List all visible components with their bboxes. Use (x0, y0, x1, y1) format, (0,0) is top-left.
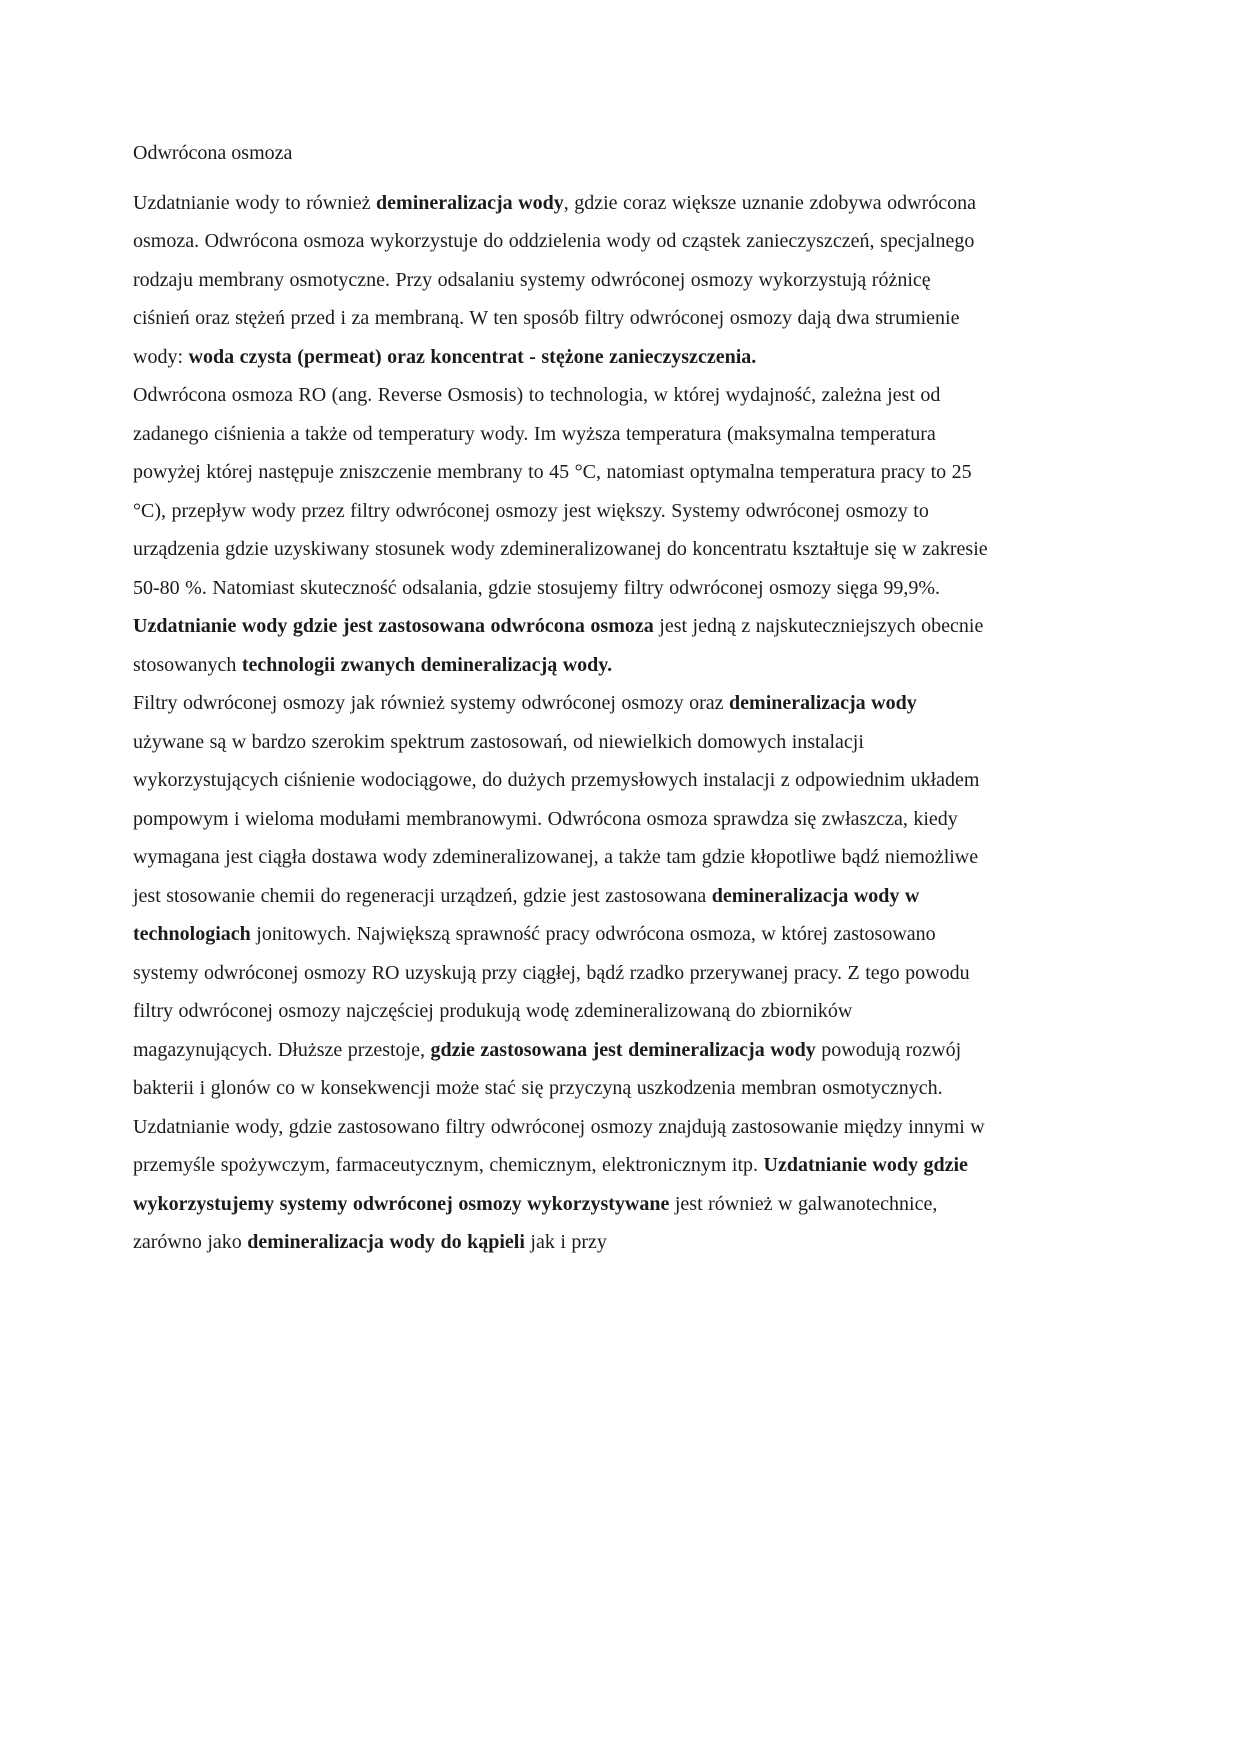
body-text: jest również w galwanotechnice, zarówno jako (133, 1192, 938, 1253)
body-text: używane są w bardzo szerokim spektrum zastosowań, od niewielkich domowych instalacji wykorzystujących ciśnienie wodociągowe, do dużych przemysłowych instalacji z odpowiednim układem pompowym i wieloma modułami membranowymi. Odwrócona osmoza sprawdza się zwłaszcza, kiedy wymagana jest ciągła dostawa wody zdemineralizowanej, a także tam gdzie kłopotliwe bądź niemożliwe jest stosowanie chemii do regeneracji urządzeń, gdzie jest zastosowana (133, 730, 980, 907)
body-text: Uzdatnianie wody to również (133, 191, 377, 214)
body-text: powodują rozwój bakterii i glonów co w konsekwencji może stać się przyczyną uszkodzenia membran osmotycznych. (133, 1038, 962, 1099)
paragraph (133, 1108, 988, 1262)
emphasized-text: demineralizacja wody w technologiach (133, 884, 920, 945)
emphasized-text: demineralizacja wody (729, 692, 917, 714)
body-text: jak i przy (524, 1231, 607, 1253)
emphasized-text: woda czysta (permeat) oraz koncentrat - stężone zanieczyszczenia. (188, 345, 757, 368)
paragraph (133, 684, 988, 1108)
emphasized-text: Uzdatnianie wody gdzie jest zastosowana odwrócona osmoza (133, 615, 654, 637)
emphasized-text: technologii zwanych demineralizacją wody. (241, 653, 613, 676)
body-text: , gdzie coraz większe uznanie zdobywa odwrócona osmoza. Odwrócona osmoza wykorzystuje do oddzielenia wody od cząstek zanieczyszczeń, specjalnego rodzaju membrany osmotyczne. Przy odsalaniu systemy odwróconej osmozy wykorzystują różnicę ciśnień oraz stężeń przed i za membraną. W ten sposób filtry odwróconej osmozy dają dwa strumienie wody: (133, 191, 976, 368)
emphasized-text: gdzie zastosowana jest demineralizacja wody (430, 1038, 816, 1061)
body-text: jest jedną z najskuteczniejszych obecnie stosowanych (133, 615, 984, 676)
body-text: Filtry odwróconej osmozy jak również systemy odwróconej osmozy oraz (133, 692, 730, 714)
paragraph (133, 376, 988, 684)
paragraph (133, 184, 988, 377)
document-body (133, 184, 988, 1262)
emphasized-text: demineralizacja wody do kąpieli (247, 1231, 525, 1253)
document-title: Odwrócona osmoza (133, 142, 293, 164)
emphasized-text: demineralizacja wody (376, 191, 564, 214)
body-text: jonitowych. Największą sprawność pracy odwrócona osmoza, w której zastosowano systemy odwróconej osmozy RO uzyskują przy ciągłej, bądź rzadko przerywanej pracy. Z tego powodu filtry odwróconej osmozy najczęściej produkują wodę zdemineralizowaną do zbiorników magazynujących. Dłuższe przestoje, (133, 923, 970, 1061)
body-text: Odwrócona osmoza RO (ang. Reverse Osmosis) to technologia, w której wydajność, zależna jest od zadanego ciśnienia a także od temperatury wody. Im wyższa temperatura (maksymalna temperatura powyżej której następuje zniszczenie membrany to 45 °C, natomiast optymalna temperatura pracy to 25 °C), przepływ wody przez filtry odwróconej osmozy jest większy. Systemy odwróconej osmozy to urządzenia gdzie uzyskiwany stosunek wody zdemineralizowanej do koncentratu kształtuje się w zakresie 50-80 %. Natomiast skuteczność odsalania, gdzie stosujemy filtry odwróconej osmozy sięga 99,9%. (133, 384, 988, 599)
body-text: Uzdatnianie wody, gdzie zastosowano filtry odwróconej osmozy znajdują zastosowanie między innymi w przemyśle spożywczym, farmaceutycznym, chemicznym, elektronicznym itp. (133, 1115, 985, 1176)
emphasized-text: Uzdatnianie wody gdzie wykorzystujemy systemy odwróconej osmozy wykorzystywane (133, 1154, 968, 1215)
